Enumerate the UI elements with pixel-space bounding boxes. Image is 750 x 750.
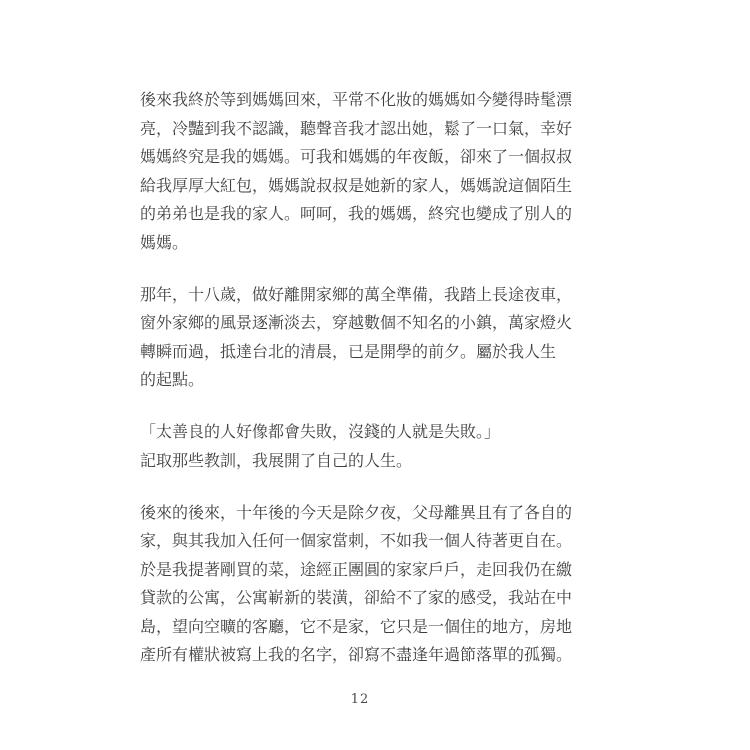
- body-text: [140, 86, 576, 670]
- text-line: 的弟弟也是我的家人。呵呵，我的媽媽，終究也變成了別人的: [140, 204, 573, 223]
- text-line: 那年，十八歲，做好離開家鄉的萬全準備，我踏上長途夜車，: [140, 284, 573, 304]
- paragraph-1: [140, 86, 576, 257]
- text-line: 窗外家鄉的風景逐漸淡去，穿越數個不知名的小鎮，萬家燈火: [140, 313, 573, 332]
- paragraph-3-quote: [140, 418, 576, 475]
- paragraph-4: [140, 499, 576, 670]
- text-line: 後來的後來，十年後的今天是除夕夜，父母離異且有了各自的: [140, 502, 573, 522]
- text-line: 給我厚厚大紅包，媽媽說叔叔是她新的家人，媽媽說這個陌生: [140, 175, 573, 195]
- page-number: 12: [350, 692, 370, 707]
- text-line: 產所有權狀被寫上我的名字，卻寫不盡逢年過節落單的孤獨。: [140, 645, 573, 664]
- text-line: 於是我提著剛買的菜，途經正團圓的家家戶戶，走回我仍在繳: [140, 559, 573, 579]
- text-line: 記取那些教訓，我展開了自己的人生。: [140, 450, 413, 470]
- text-line: 媽媽。: [140, 232, 189, 252]
- text-line: 亮，冷豔到我不認識，聽聲音我才認出她，鬆了一口氣，幸好: [140, 118, 573, 138]
- text-line: 島，望向空曠的客廳，它不是家，它只是一個住的地方，房地: [140, 616, 573, 636]
- text-line: 「太善良的人好像都會失敗，沒錢的人就是失敗。」: [140, 422, 501, 441]
- text-line: 媽媽終究是我的媽媽。可我和媽媽的年夜飯，卻來了一個叔叔: [140, 147, 573, 166]
- text-line: 轉瞬而過，抵達台北的清晨，已是開學的前夕。屬於我人生: [140, 341, 557, 361]
- text-line: 家，與其我加入任何一個家當刺，不如我一個人待著更自在。: [140, 531, 573, 550]
- text-line: 的起點。: [140, 370, 205, 389]
- paragraph-2: [140, 281, 576, 395]
- text-line: 後來我終於等到媽媽回來，平常不化妝的媽媽如今變得時髦漂: [140, 90, 573, 109]
- text-line: 貸款的公寓，公寓嶄新的裝潢，卻給不了家的感受，我站在中: [140, 588, 573, 607]
